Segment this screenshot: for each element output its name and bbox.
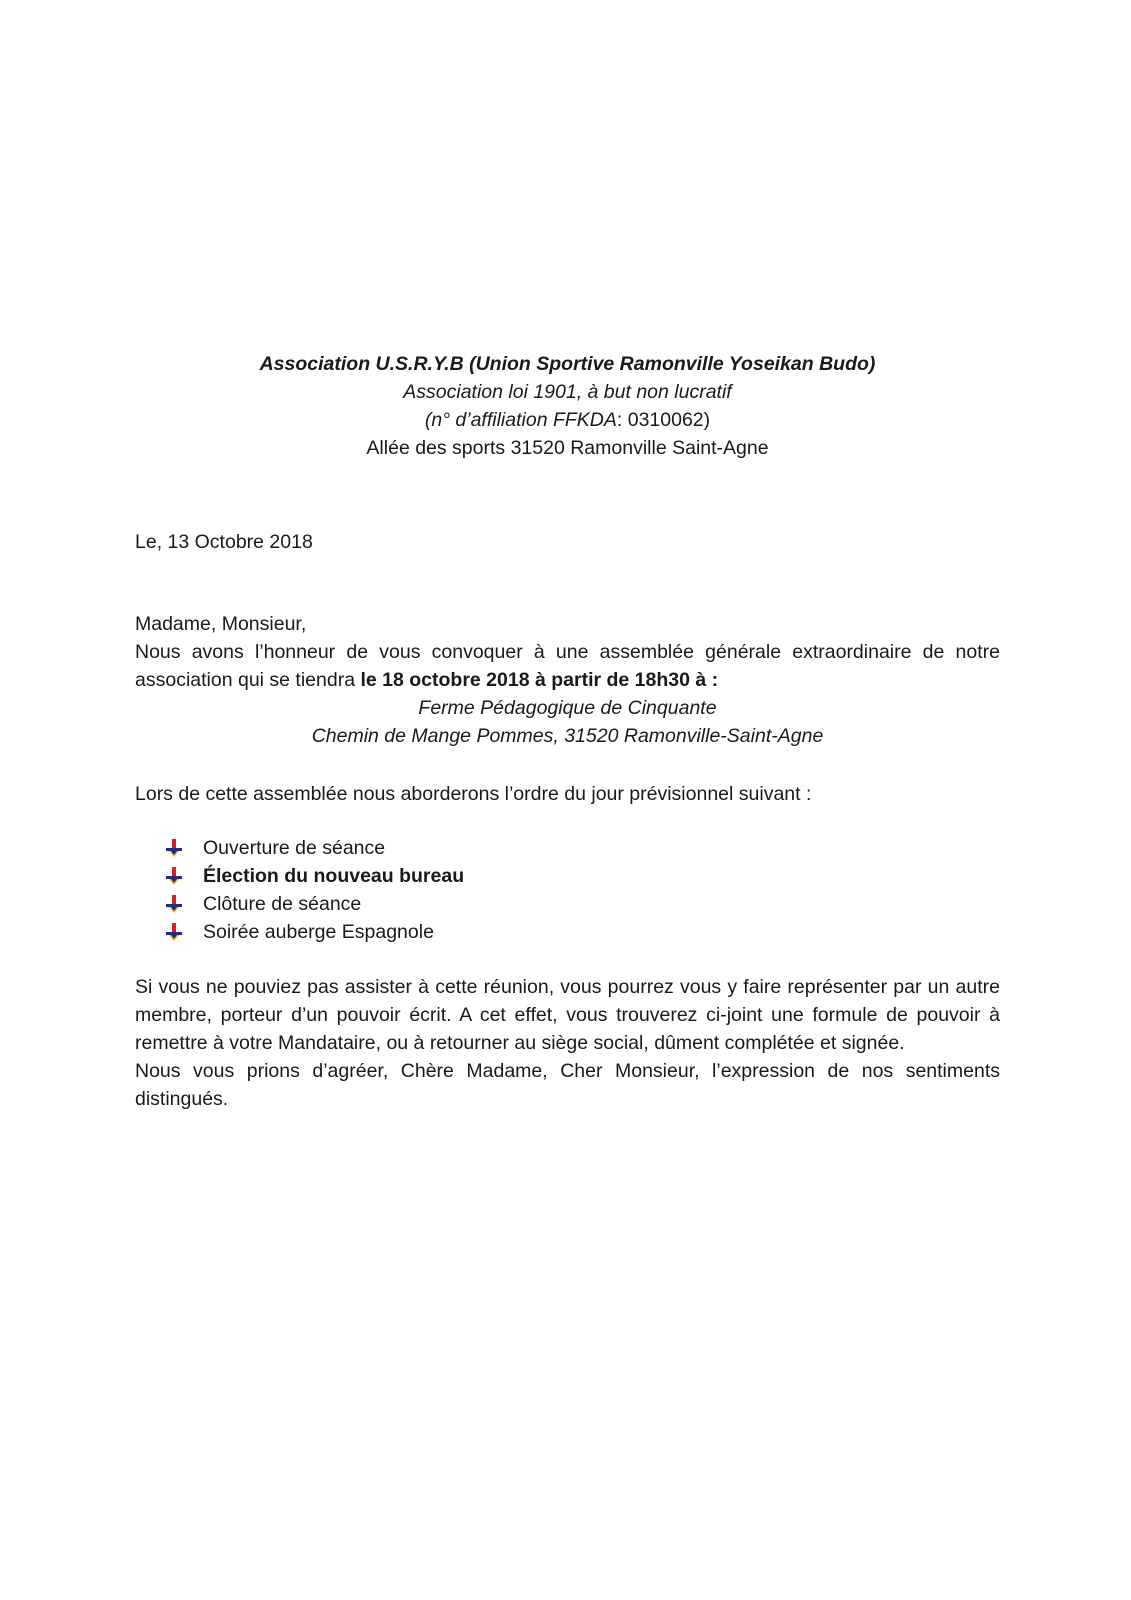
venue-address: Chemin de Mange Pommes, 31520 Ramonville-Saint-Agne xyxy=(311,725,824,747)
agenda-item-label: Soirée auberge Espagnole xyxy=(203,921,434,943)
list-item xyxy=(165,918,464,946)
agenda-item-label: Élection du nouveau bureau xyxy=(203,865,465,887)
invitation-paragraph xyxy=(135,638,1000,694)
arrow-down-bullet-icon xyxy=(165,923,183,941)
arrow-down-bullet-icon xyxy=(165,839,183,857)
meeting-date-time: le 18 octobre 2018 à partir de 18h30 à : xyxy=(360,669,719,691)
arrow-down-bullet-icon xyxy=(165,895,183,913)
association-title: Association U.S.R.Y.B (Union Sportive Ramonville Yoseikan Budo) xyxy=(259,353,876,375)
closing-paragraph: Nous vous prions d’agréer, Chère Madame, Cher Monsieur, l’expression de nos sentiments distingués. xyxy=(135,1060,1000,1110)
list-item xyxy=(165,862,464,890)
letter-date: Le, 13 Octobre 2018 xyxy=(135,531,313,553)
agenda-item-label: Clôture de séance xyxy=(203,893,362,915)
affiliation-suffix: : 0310062) xyxy=(616,409,711,431)
arrow-down-bullet-icon xyxy=(165,867,183,885)
affiliation-prefix: (n° d’affiliation FFKDA xyxy=(424,409,617,431)
proxy-paragraph: Si vous ne pouviez pas assister à cette réunion, vous pourrez vous y faire représenter par un autre membre, porteur d’un pouvoir écrit. A cet effet, vous trouverez ci-joint une formule de pouvoir à remettre à votre Mandataire, ou à retourner au siège social, dûment complétée et signée. xyxy=(135,976,1000,1054)
letter-invitation xyxy=(135,610,1000,750)
agenda-intro: Lors de cette assemblée nous aborderons l’ordre du jour prévisionnel suivant : xyxy=(135,783,812,805)
list-item xyxy=(165,834,464,862)
salutation: Madame, Monsieur, xyxy=(135,613,307,635)
letter-header xyxy=(135,350,1000,462)
agenda-item-label: Ouverture de séance xyxy=(203,837,386,859)
association-subtitle: Association loi 1901, à but non lucratif xyxy=(403,381,732,403)
affiliation-number xyxy=(135,406,1000,434)
list-item xyxy=(165,890,464,918)
letter-closing xyxy=(135,973,1000,1113)
agenda-list xyxy=(165,834,464,946)
venue-name: Ferme Pédagogique de Cinquante xyxy=(418,697,717,719)
association-address: Allée des sports 31520 Ramonville Saint-Agne xyxy=(366,437,769,459)
invitation-text: Nous avons l’honneur de vous convoquer à une assemblée générale extraordinaire de notre association qui se tiendra xyxy=(135,641,1000,691)
